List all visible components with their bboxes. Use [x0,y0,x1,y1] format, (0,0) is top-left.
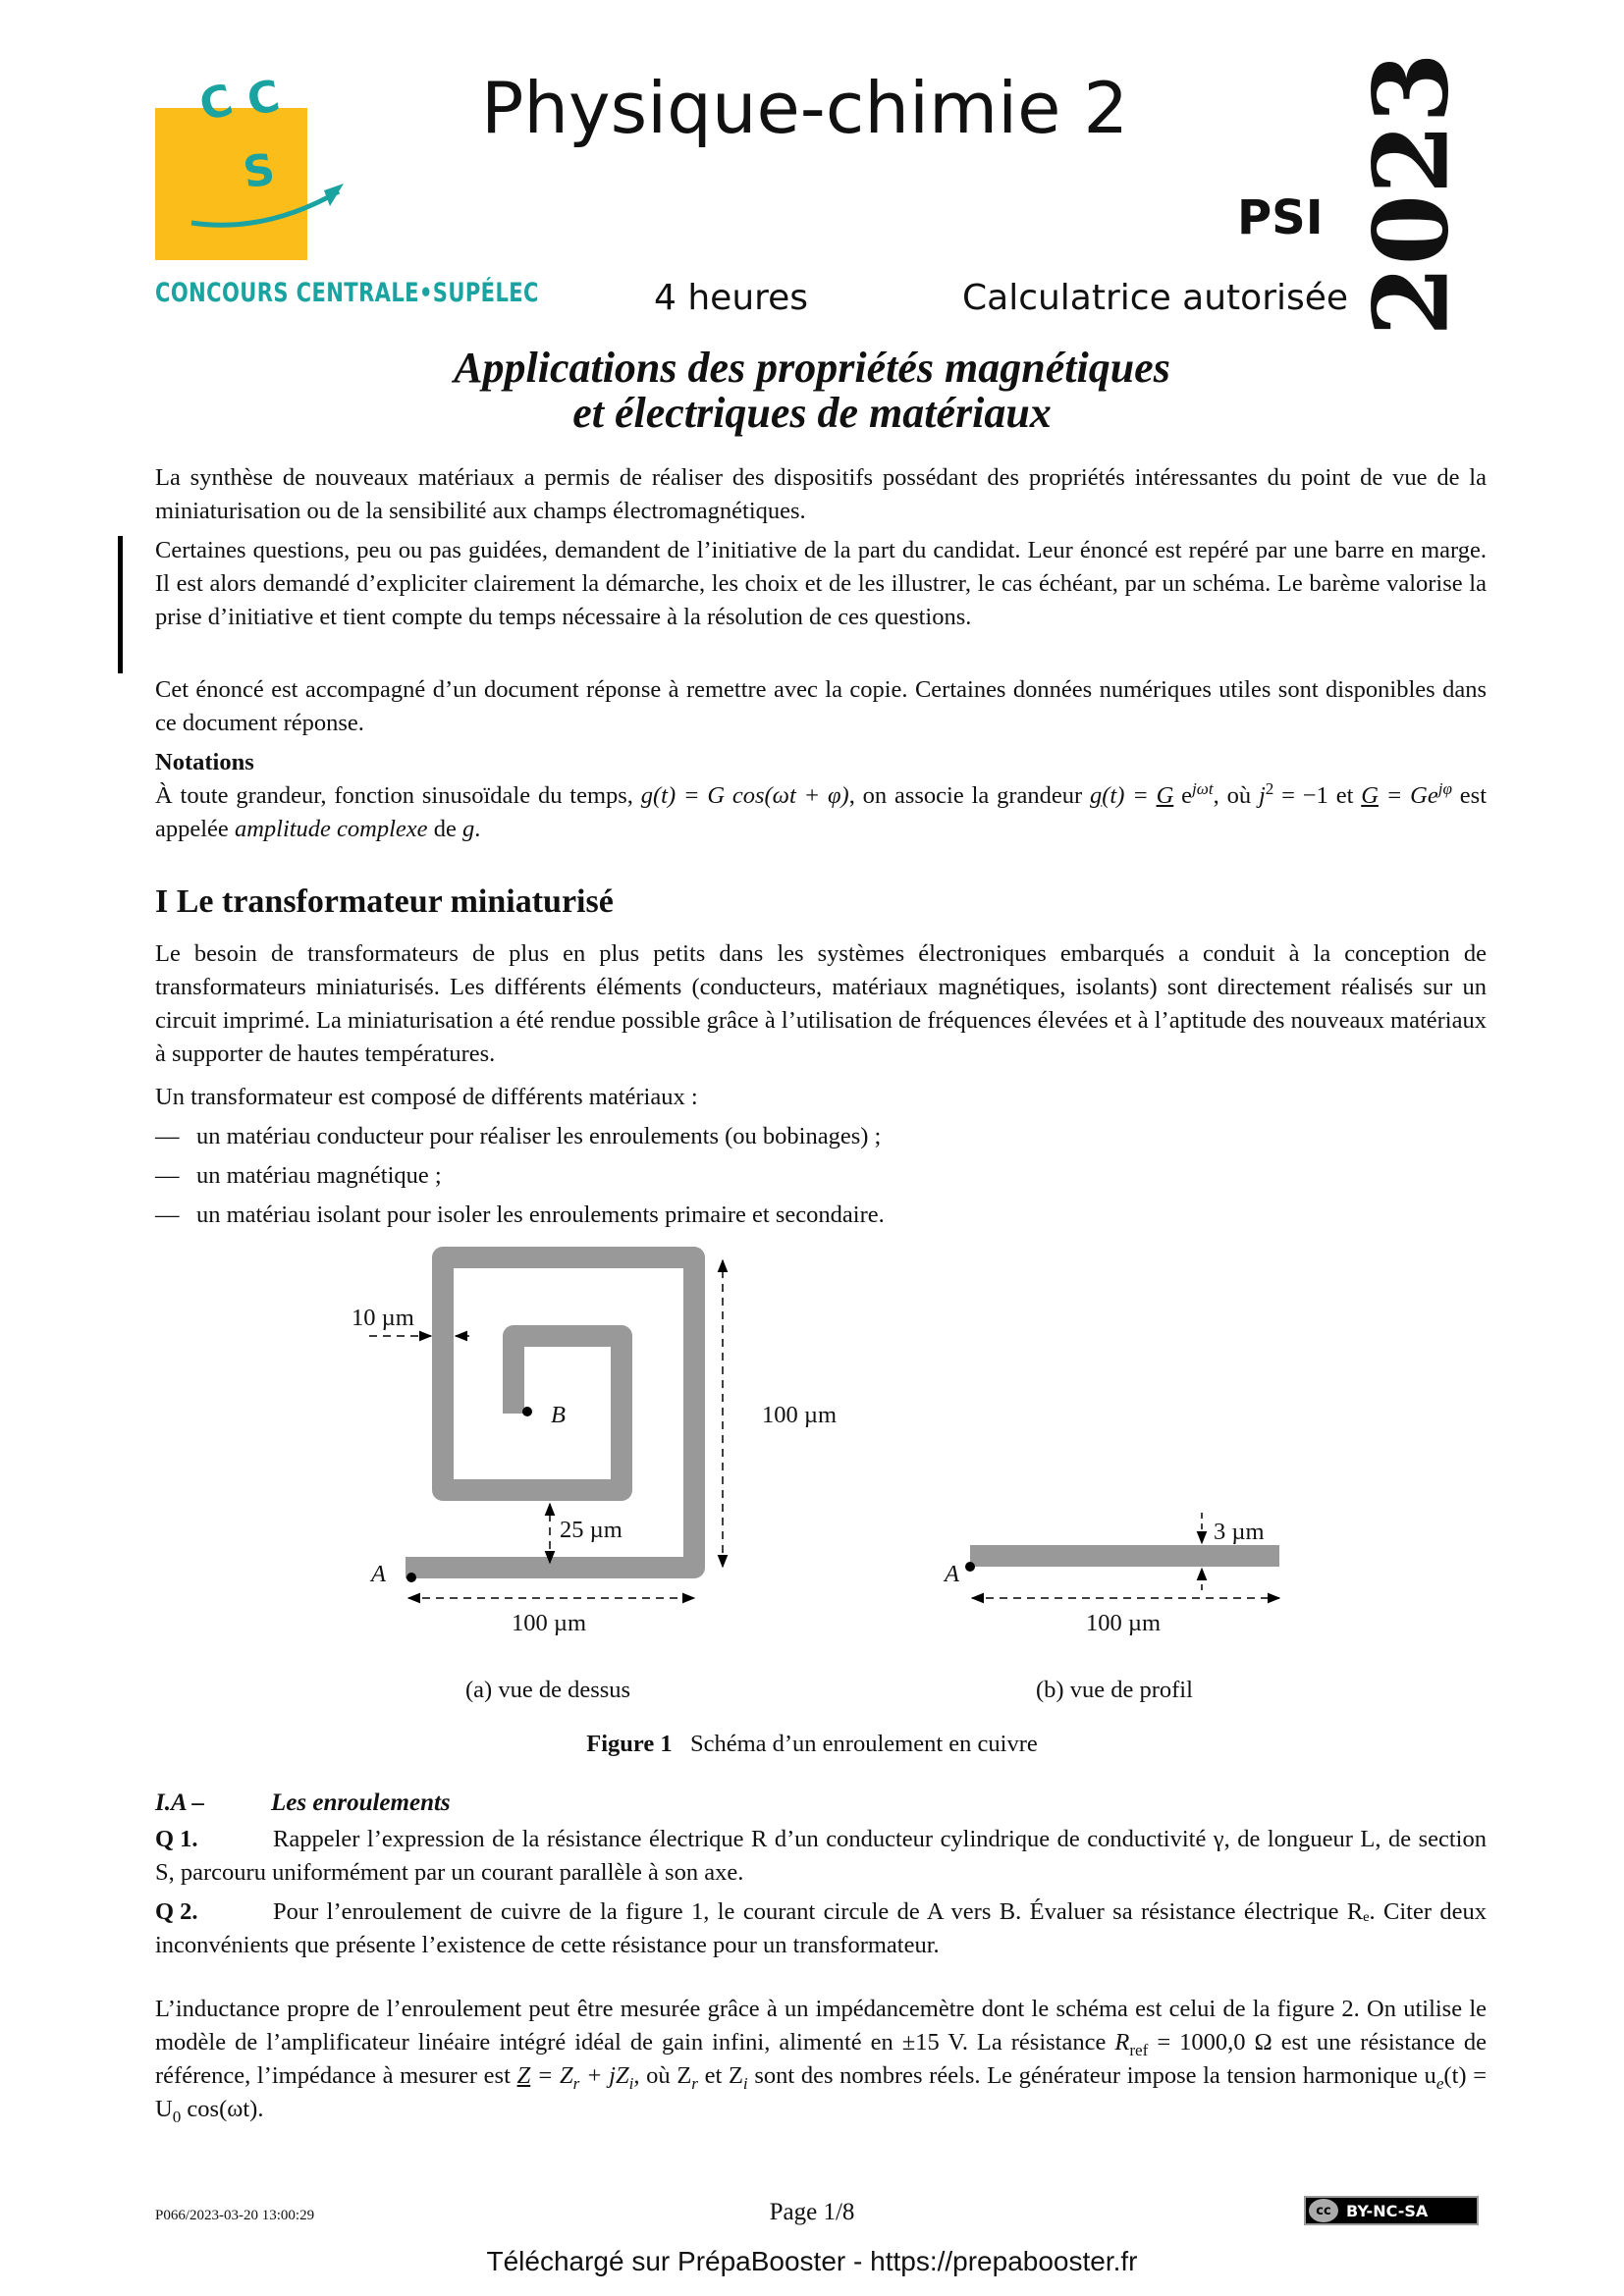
notations-exp-power: jωt [1192,778,1214,798]
logo-text: CONCOURS CENTRALE•SUPÉLEC [155,278,539,308]
subsection-heading [155,1789,451,1817]
notations-text-a: À toute grandeur, fonction sinusoïdale du temps, [155,782,641,809]
subsection-label: I.A – [155,1789,205,1816]
document-id: P066/2023-03-20 13:00:29 [155,2208,315,2223]
page-number: Page 1/8 [769,2199,855,2225]
question-1 [155,1823,1487,1890]
figure-caption-text: Schéma d’un enroulement en cuivre [689,1731,1038,1757]
duration-label: 4 heures [654,278,809,318]
notations-amplitude-term: amplitude complexe [234,816,428,842]
side-point-a-label: A [945,1561,959,1587]
intro-text-1: La synthèse de nouveaux matériaux a permis de réaliser des dispositifs possédant des propriétés intéressantes du point de vue de la miniaturisation ou de la sensibilité aux champs électromagnétiques. [155,464,1487,524]
notations-phase-power: jφ [1437,778,1452,798]
section1-list-intro: Un transformateur est composé de différents matériaux : [155,1084,698,1110]
license-label: BY-NC-SA [1346,2201,1429,2220]
list-item [155,1159,1487,1193]
notations-text-b: , on associe la grandeur [848,782,1090,809]
notations-text-d7: de [427,816,462,842]
year-label [1332,51,1489,337]
impedance-paragraph [155,1993,1487,2126]
section1-list-block [155,1081,1487,1232]
impedance-text-c: = Z [530,2062,573,2089]
cc-icon: cc [1309,2199,1338,2222]
side-length-label: 100 µm [1086,1610,1162,1636]
width-label: 10 µm [352,1305,414,1331]
notations-title: Notations [155,749,254,775]
impedance-text-d: + jZ [579,2062,629,2089]
notations-block [155,746,1487,846]
initiative-margin-bar [118,536,123,673]
notations-equation-1: g(t) = G cos(ωt + φ) [640,782,849,809]
impedance-text-e: , où Z [633,2062,692,2089]
complex-impedance-symbol: Z [516,2062,531,2089]
thickness-label: 3 µm [1214,1519,1265,1545]
list-item-text: un matériau isolant pour isoler les enroulements primaire et secondaire. [196,1201,885,1228]
zi-subscript-2: i [742,2073,748,2093]
logo-arrow-curve [191,191,339,225]
impedance-text-h: (t) = U [155,2062,1488,2122]
intro-paragraph-3 [155,673,1487,740]
question-text: Rappeler l’expression de la résistance électrique R d’un conducteur cylindrique de conductivité γ, de longueur L, de section S, parcouru uniformément par un courant parallèle à son axe. [155,1826,1487,1886]
subsection-title: Les enroulements [271,1789,451,1816]
section1-text-1: Le besoin de transformateurs de plus en plus petits dans les systèmes électroniques embarqués a conduit à la conception de transformateurs miniaturisés. Les différents éléments (conducteurs, matériaux magnétiques, isolants) sont directement réalisés sur un circuit imprimé. La miniaturisation a été rendue possible grâce à l’utilisation de fréquences élevées et à l’aptitude des nouveaux matériaux à supporter de hautes températures. [155,940,1487,1067]
impedance-text-g: sont des nombres réels. Le générateur impose la tension harmonique u [747,2062,1436,2089]
subcaption-b: (b) vue de profil [1036,1677,1193,1703]
copper-strip-profile [970,1545,1279,1567]
notations-equation-2: (t) = [1102,782,1157,809]
download-notice[interactable]: Téléchargé sur PrépaBooster - https://prepabooster.fr [486,2246,1138,2276]
track-label: PSI [1237,190,1324,245]
intro-paragraph-2 [155,534,1487,634]
figure-caption-label: Figure 1 [586,1731,673,1757]
section1-paragraph-1 [155,937,1487,1071]
gap-label: 25 µm [560,1517,623,1543]
intro-paragraph-1 [155,461,1487,528]
subject-title [196,346,1428,436]
notations-j-power: 2 [1265,778,1274,798]
ue-subscript: e [1435,2073,1444,2093]
year-text: 2023 [1350,51,1472,337]
u0-subscript: 0 [172,2107,182,2126]
question-text: Pour l’enroulement de cuivre de la figure 1, le courant circule de A vers B. Évaluer sa résistance électrique Rₑ. Citer deux inconvénients que présente l’existence de cette résistance pour un transformateur. [155,1898,1487,1958]
zr-subscript-2: r [691,2073,698,2093]
list-item [155,1120,1487,1153]
license-badge[interactable] [1304,2196,1479,2225]
intro-text-3: Cet énoncé est accompagné d’un document réponse à remettre avec la copie. Certaines données numériques utiles sont disponibles dans ce document réponse. [155,676,1487,736]
notations-text-d5: est appelée [155,782,1488,842]
zi-subscript: i [628,2073,634,2093]
bullet-dash: — [155,1123,180,1149]
impedance-text-a: L’inductance propre de l’enroulement peut être mesurée grâce à un impédancemètre dont le schéma est celui de la figure 2. On utilise le modèle de l’amplificateur linéaire intégré idéal de gain infini, alimenté en ±15 V. La résistance [155,1996,1487,2056]
bullet-dash: — [155,1201,180,1228]
question-label: Q 1. [155,1826,198,1852]
subject-title-line2: et électriques de matériaux [572,389,1052,437]
list-item [155,1199,1487,1232]
impedance-text-i: cos(ωt). [181,2096,264,2122]
exam-title: Physique-chimie 2 [481,67,1129,149]
notations-period: . [474,816,481,842]
question-2 [155,1896,1487,1962]
subject-title-line1: Applications des propriétés magnétiques [454,344,1170,392]
point-b-dot [522,1407,532,1416]
notations-g: g [461,816,475,842]
notations-text-c: , où [1213,782,1252,809]
figure-caption [0,1731,1624,1758]
impedance-text-b: = 1000,0 Ω est une résistance de référence, l’impédance à mesurer est [155,2029,1488,2089]
notations-exp: e [1173,782,1192,809]
impedance-text [155,1993,1487,2126]
logo-letter-c1: C [193,75,239,133]
length-label: 100 µm [512,1610,587,1636]
notations-text-d4: = Ge [1378,782,1438,809]
list-item-text: un matériau conducteur pour réaliser les enroulements (ou bobinages) ; [196,1123,882,1149]
height-label: 100 µm [762,1402,838,1428]
winding-top-view [369,1257,723,1598]
list-item-text: un matériau magnétique ; [196,1162,442,1189]
ccs-logo-icon [147,59,373,275]
point-a-label: A [371,1561,386,1587]
side-point-a-dot [965,1562,975,1572]
notations-complex-g: g [1090,782,1103,809]
notations-text-d2: = −1 et [1273,782,1362,809]
notations-complex-G: G [1156,782,1174,809]
question-label: Q 2. [155,1898,198,1925]
notations-amplitude-G: G [1361,782,1379,809]
section-title: I Le transformateur miniaturisé [155,883,614,920]
copper-winding-spiral [406,1257,694,1568]
logo-arrow-head [324,184,344,206]
notations-text [155,779,1487,846]
logo-letter-c2: C [244,71,284,127]
calculator-label: Calculatrice autorisée [962,278,1349,318]
notations-j: j [1258,782,1266,809]
subcaption-a: (a) vue de dessus [465,1677,631,1703]
rref-subscript: ref [1129,2040,1149,2059]
point-a-dot [406,1573,416,1582]
point-b-label: B [551,1402,566,1428]
rref-symbol: R [1114,2029,1130,2056]
bullet-dash: — [155,1162,180,1189]
zr-subscript: r [572,2073,580,2093]
impedance-text-f: et Z [697,2062,743,2089]
logo-letter-s: S [240,144,279,199]
intro-text-2: Certaines questions, peu ou pas guidées, demandent de l’initiative de la part du candidat. Leur énoncé est repéré par une barre en marge. Il est alors demandé d’expliciter clairement la démarche, les choix et de les illustrer, le cas échéant, par un schéma. Le barème valorise la prise d’initiative et tient compte du temps nécessaire à la résolution de ces questions. [155,537,1487,630]
